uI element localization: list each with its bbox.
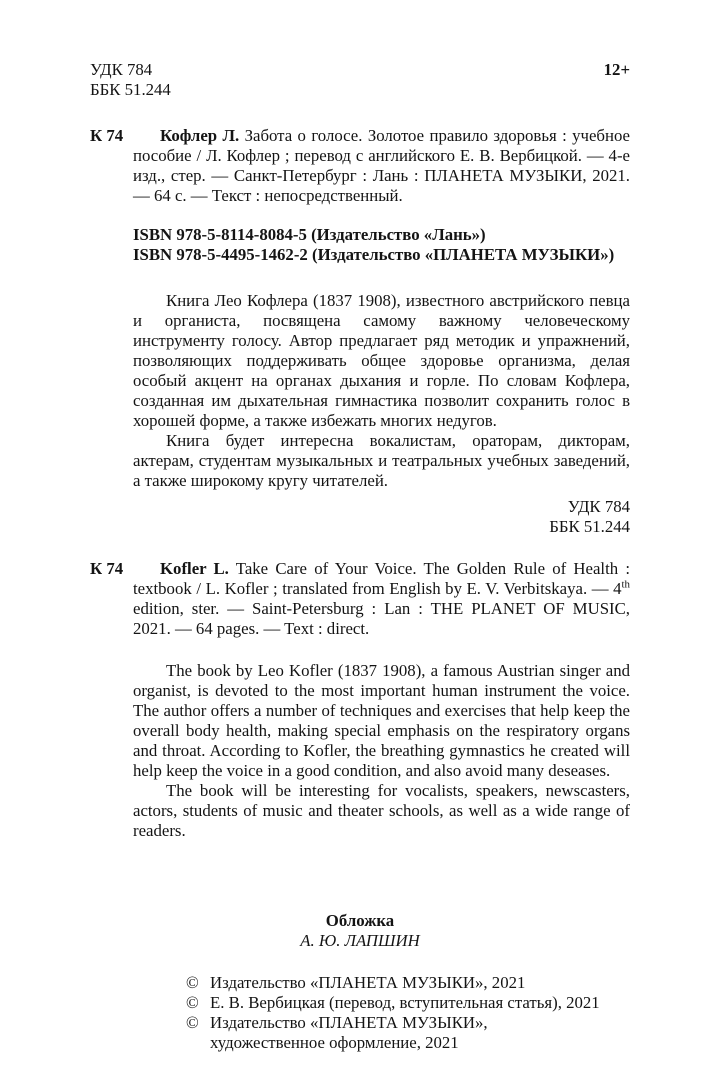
en-annotation: [133, 661, 630, 841]
ru-entry-author: Кофлер Л.: [160, 126, 240, 145]
copyright-line: [186, 973, 630, 993]
copyright-symbol: ©: [186, 1013, 199, 1032]
copyright-symbol: ©: [186, 993, 199, 1012]
ru-annotation-paragraph-2: Книга будет интересна вокалистам, ораторам, дикторам, актерам, студентам музыкальных и театральных учебных заведений, а также широкому кругу читателей.: [133, 431, 630, 490]
ordinal-suffix: th: [621, 578, 630, 591]
udk-code: УДК 784: [90, 60, 153, 79]
age-rating-badge: 12+: [603, 60, 630, 79]
ru-annotation: [133, 291, 630, 491]
copyright-holder-translator: Е. В. Вербицкая (перевод, вступительная статья), 2021: [210, 993, 600, 1012]
ru-bibliographic-entry: [90, 126, 630, 206]
ru-annotation-paragraph-1: Книга Лео Кофлера (1837 1908), известного австрийского певца и органиста, посвящена самому важному человеческому инструменту голосу. Автор предлагает ряд методик и упражнений, позволяющих поддерживать общее здоровье организма, делая особый акцент на органах дыхания и горле. По словам Кофлера, созданная им дыхательная гимнастика позволит сохранить голос в хорошей форме, а также избежать многих недугов.: [133, 291, 630, 430]
classification-codes: [90, 60, 171, 100]
copyright-line: [186, 993, 630, 1013]
copyright-line: [186, 1013, 630, 1053]
en-entry-author: Kofler L.: [160, 559, 229, 578]
ru-entry-text: [133, 126, 630, 206]
copyright-holder-publisher: Издательство «ПЛАНЕТА МУЗЫКИ», 2021: [210, 973, 526, 992]
copyright-holder-design: [210, 1013, 488, 1053]
cover-designer-name: А. Ю. ЛАПШИН: [300, 931, 420, 950]
en-bibliographic-entry: [90, 559, 630, 639]
cover-credit-label: Обложка: [325, 911, 395, 930]
en-annotation-paragraph-2: The book will be interesting for vocalists, speakers, newscasters, actors, students of music and theater schools, as well as a wide range of readers.: [133, 781, 630, 840]
classification-footer: [90, 497, 630, 537]
en-author-sign: К 74: [90, 559, 124, 578]
bbk-code-footer: ББК 51.244: [549, 517, 630, 536]
copyright-symbol: ©: [186, 973, 199, 992]
ru-entry-description: Забота о голосе. Золотое правило здоровья : учебное пособие / Л. Кофлер ; перевод с английского Е. В. Вербицкой. — 4-е изд., стер. — Санкт-Петербург : Лань : ПЛАНЕТА МУЗЫКИ, 2021. — 64 с. — Текст : непосредственный.: [133, 126, 630, 205]
copyright-design-line-2: художественное оформление, 2021: [210, 1033, 459, 1052]
en-annotation-paragraph-1: The book by Leo Kofler (1837 1908), a famous Austrian singer and organist, is devoted to the most important human instrument the voice. The author offers a number of techniques and exercises that help keep the overall body health, making special emphasis on the respiratory organs and throat. According to Kofler, the breathing gymnastics he created will help keep the voice in a good condition, and also avoid many deseases.: [133, 661, 630, 780]
udk-code-footer: УДК 784: [567, 497, 630, 516]
classification-header: [90, 60, 630, 100]
en-entry-description-end: edition, ster. — Saint-Petersburg : Lan : THE PLANET OF MUSIC, 2021. — 64 pages. — Text : direct.: [133, 599, 630, 638]
en-entry-text: [133, 559, 630, 639]
isbn-line-2: ISBN 978-5-4495-1462-2 (Издательство «ПЛАНЕТА МУЗЫКИ»): [133, 245, 615, 264]
cover-credit: [90, 911, 630, 951]
bbk-code: ББК 51.244: [90, 80, 171, 99]
ru-author-sign: К 74: [90, 126, 124, 145]
copyright-design-line-1: Издательство «ПЛАНЕТА МУЗЫКИ»,: [210, 1013, 488, 1032]
en-entry-description-start: Take Care of Your Voice. The Golden Rule of Health : textbook / L. Kofler ; translated from English by E. V. Verbitskaya. — 4: [133, 559, 630, 598]
isbn-block: [133, 225, 630, 265]
isbn-line-1: ISBN 978-5-8114-8084-5 (Издательство «Лань»): [133, 225, 486, 244]
copyright-block: [186, 973, 630, 1053]
